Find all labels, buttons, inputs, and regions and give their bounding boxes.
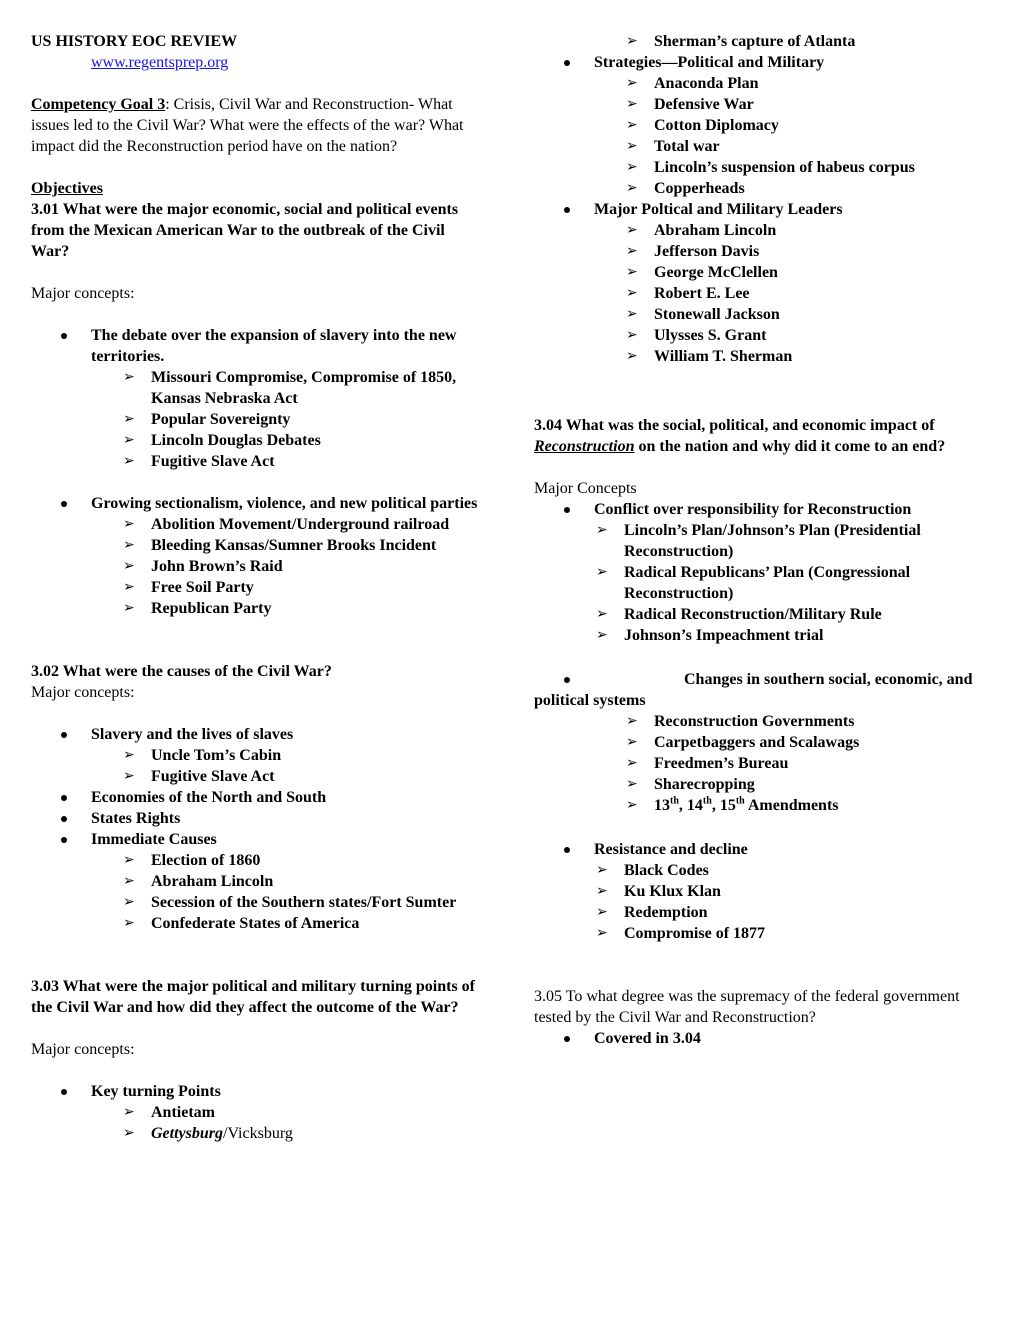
list-item: ➢ Robert E. Lee	[534, 283, 989, 304]
list-item: Immediate Causes	[31, 829, 483, 850]
list-item: The debate over the expansion of slavery into the new territories.	[31, 325, 483, 367]
list-item: ➢ Uncle Tom’s Cabin	[31, 745, 483, 766]
list-item: Key turning Points	[31, 1081, 483, 1102]
list-item: Economies of the North and South	[31, 787, 483, 808]
q304-text-b: on the nation and why did it come to an end?	[634, 438, 946, 455]
amend-15: 15	[719, 797, 736, 814]
list-item: ➢ Popular Sovereignty	[31, 409, 483, 430]
list-item: ➢ Compromise of 1877	[534, 923, 989, 944]
sup-th: th	[735, 795, 745, 807]
competency-goal	[31, 94, 483, 157]
list-item: ➢ Radical Republicans’ Plan (Congressional Reconstruction)	[534, 562, 989, 604]
major-concepts-label: Major concepts:	[31, 285, 135, 302]
list-item: ➢ Fugitive Slave Act	[31, 451, 483, 472]
list-item: ➢ Sherman’s capture of Atlanta	[534, 31, 989, 52]
right-column	[534, 31, 989, 1049]
list-item: ➢ Abolition Movement/Underground railroad	[31, 514, 483, 535]
list-item: Changes in southern social, economic, and political systems	[534, 669, 989, 711]
list-item: ➢ Bleeding Kansas/Sumner Brooks Incident	[31, 535, 483, 556]
list-item: Major Poltical and Military Leaders	[534, 199, 989, 220]
major-concepts-label: Major concepts:	[31, 1041, 135, 1058]
list-item: ➢ Total war	[534, 136, 989, 157]
list-item: ➢ Lincoln’s Plan/Johnson’s Plan (Presidential Reconstruction)	[534, 520, 989, 562]
list-item: ➢ Abraham Lincoln	[31, 871, 483, 892]
goal-text: : Crisis, Civil War and Reconstruction- What issues led to the Civil War? What were the effects of the war? What impact did the Reconstruction period have on the nation?	[31, 96, 464, 155]
sep: ,	[711, 797, 720, 814]
list-item: ➢ Election of 1860	[31, 850, 483, 871]
list-item: ➢ Anaconda Plan	[534, 73, 989, 94]
question-3-04	[534, 415, 989, 457]
list-item: ➢ Fugitive Slave Act	[31, 766, 483, 787]
list-item: ➢ Missouri Compromise, Compromise of 1850, Kansas Nebraska Act	[31, 367, 483, 409]
list-item: Strategies—Political and Military	[534, 52, 989, 73]
left-column	[31, 31, 483, 1144]
major-concepts-label: Major concepts:	[31, 684, 135, 701]
list-item: ➢ Cotton Diplomacy	[534, 115, 989, 136]
list-item: ➢ Lincoln Douglas Debates	[31, 430, 483, 451]
vicksburg-text: /Vicksburg	[223, 1125, 293, 1142]
list-item: ➢ Antietam	[31, 1102, 483, 1123]
major-concepts-label: Major Concepts	[534, 480, 637, 497]
list-item: ➢ Free Soil Party	[31, 577, 483, 598]
list-item: ➢ Stonewall Jackson	[534, 304, 989, 325]
amend-14: 14	[686, 797, 703, 814]
list-item: ➢ Confederate States of America	[31, 913, 483, 934]
list-item: ➢ Radical Reconstruction/Military Rule	[534, 604, 989, 625]
list-item: ➢ Defensive War	[534, 94, 989, 115]
list-item: ➢ Carpetbaggers and Scalawags	[534, 732, 989, 753]
list-item: Resistance and decline	[534, 839, 989, 860]
regentsprep-link[interactable]: www.regentsprep.org	[91, 54, 229, 71]
reconstruction-link[interactable]: Reconstruction	[534, 438, 635, 455]
goal-label: Competency Goal 3	[31, 96, 166, 113]
list-item: ➢ Copperheads	[534, 178, 989, 199]
list-item: ➢ Sharecropping	[534, 774, 989, 795]
list-item: ➢ Johnson’s Impeachment trial	[534, 625, 989, 646]
sup-th: th	[670, 795, 679, 807]
objectives-heading: Objectives	[31, 180, 103, 197]
list-item: ➢ Republican Party	[31, 598, 483, 619]
list-item: ➢ Reconstruction Governments	[534, 711, 989, 732]
list-item: States Rights	[31, 808, 483, 829]
question-3-05: 3.05 To what degree was the supremacy of the federal government tested by the Civil War and Reconstruction?	[534, 988, 960, 1026]
list-item: ➢ Redemption	[534, 902, 989, 923]
doc-title: US HISTORY EOC REVIEW	[31, 33, 238, 50]
list-item: ➢ John Brown’s Raid	[31, 556, 483, 577]
list-item: Covered in 3.04	[534, 1028, 989, 1049]
list-item: ➢ Freedmen’s Bureau	[534, 753, 989, 774]
list-item: ➢ Ulysses S. Grant	[534, 325, 989, 346]
sup-th: th	[702, 795, 712, 807]
list-item: ➢ Abraham Lincoln	[534, 220, 989, 241]
gettysburg-text: Gettysburg	[151, 1125, 223, 1142]
list-item: ➢ Secession of the Southern states/Fort Sumter	[31, 892, 483, 913]
list-item: ➢ George McClellen	[534, 262, 989, 283]
list-item: ➢ Lincoln’s suspension of habeus corpus	[534, 157, 989, 178]
list-item: ➢ Jefferson Davis	[534, 241, 989, 262]
list-item: Slavery and the lives of slaves	[31, 724, 483, 745]
question-3-01: 3.01 What were the major economic, social and political events from the Mexican American War to the outbreak of the Civil War?	[31, 201, 459, 260]
question-3-02: 3.02 What were the causes of the Civil War?	[31, 663, 332, 680]
list-item: Conflict over responsibility for Reconstruction	[534, 499, 989, 520]
question-3-03: 3.03 What were the major political and military turning points of the Civil War and how did they affect the outcome of the War?	[31, 978, 475, 1016]
list-item	[534, 795, 989, 816]
sep: ,	[678, 797, 687, 814]
list-item: ➢ Black Codes	[534, 860, 989, 881]
amend-tail: Amendments	[744, 797, 839, 814]
list-item: ➢ William T. Sherman	[534, 346, 989, 367]
amend-13: 13	[654, 797, 670, 814]
list-item: ➢ Ku Klux Klan	[534, 881, 989, 902]
q304-text-a: 3.04 What was the social, political, and economic impact of	[534, 417, 935, 434]
list-item: Growing sectionalism, violence, and new political parties	[31, 493, 483, 514]
list-item	[31, 1123, 483, 1144]
